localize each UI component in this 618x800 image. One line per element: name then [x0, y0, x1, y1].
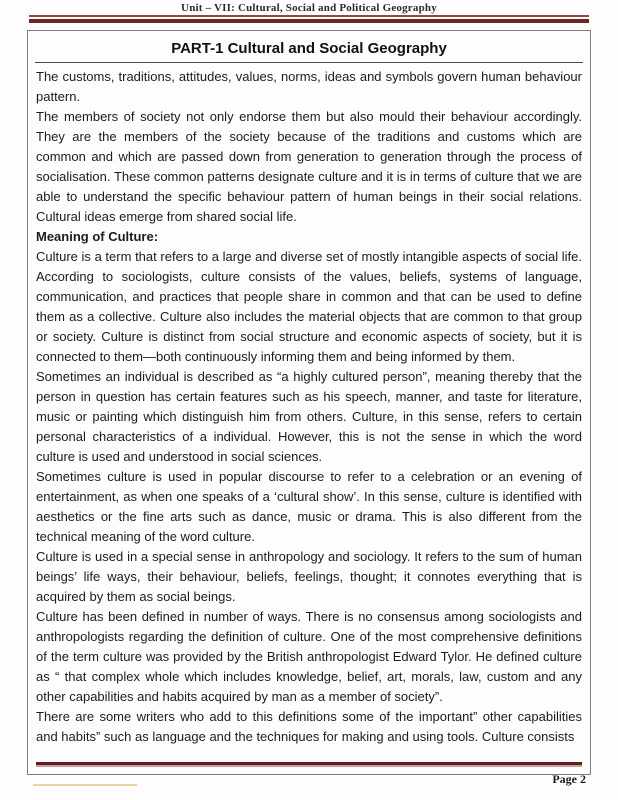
paragraph: Culture is a term that refers to a large and diverse set of mostly intangible aspects of social life. According to sociologists, culture consists of the values, beliefs, systems of language, communication, and practices that people share in common and that can be used to define them as a collective. Culture also includes the material objects that are common to that group or society. Culture is distinct from social structure and economic aspects of society, but it is connected to them—both continuously informing them and being informed by them. [36, 249, 582, 364]
page-number: Page 2 [552, 772, 586, 786]
paragraph: Culture has been defined in number of ways. There is no consensus among sociologists and anthropologists regarding the definition of culture. One of the most comprehensive definitions of the term culture was provided by the British anthropologist Edward Tylor. He defined culture as “ that complex whole which includes knowledge, belief, art, morals, law, custom and any other capabilities and habits acquired by man as a member of society”. [36, 609, 582, 704]
page-title: PART-1 Cultural and Social Geography [171, 40, 447, 57]
paragraph: Sometimes culture is used in popular discourse to refer to a celebration or an evening of entertainment, as when one speaks of a ‘cultural show’. In this sense, culture is identified with aesthetics or the fine arts such as dance, music or drama. This is also different from the technical meaning of the word culture. [36, 469, 582, 544]
paragraph: The customs, traditions, attitudes, values, norms, ideas and symbols govern human behaviour pattern. [36, 69, 582, 104]
section-heading: Meaning of Culture: [36, 229, 159, 244]
body-text [28, 63, 590, 747]
footer-tan-line [33, 784, 137, 786]
running-header: Unit – VII: Cultural, Social and Political Geography [181, 2, 437, 14]
paragraph: Sometimes an individual is described as “a highly cultured person”, meaning thereby that the person in question has certain features such as his speech, manner, and taste for literature, music or painting which distinguish him from others. Culture, in this sense, refers to certain personal characteristics of a individual. However, this is not the sense in which the word culture is used and understood in social sciences. [36, 369, 582, 464]
paragraph: There are some writers who add to this definitions some of the important” other capabilities and habits” such as language and the techniques for making and using tools. Culture consists [36, 709, 582, 744]
paragraph: Culture is used in a special sense in anthropology and sociology. It refers to the sum of human beings’ life ways, their behaviour, beliefs, feelings, thought; it connotes everything that is acquired by them as social beings. [36, 549, 582, 604]
footer-rule [36, 762, 582, 767]
footer-rule-thin-line [36, 765, 582, 767]
paragraph: The members of society not only endorse them but also mould their behaviour accordingly. They are the members of the society because of the traditions and customs which are common and which are passed down from generation to generation through the process of socialisation. These common patterns designate culture and it is in terms of culture that we are able to understand the specific behaviour pattern of human beings in their social relations. Cultural ideas emerge from shared social life. [36, 109, 582, 224]
header-rule [29, 15, 589, 23]
content-box [27, 30, 591, 775]
header-rule-thick-line [29, 19, 589, 23]
